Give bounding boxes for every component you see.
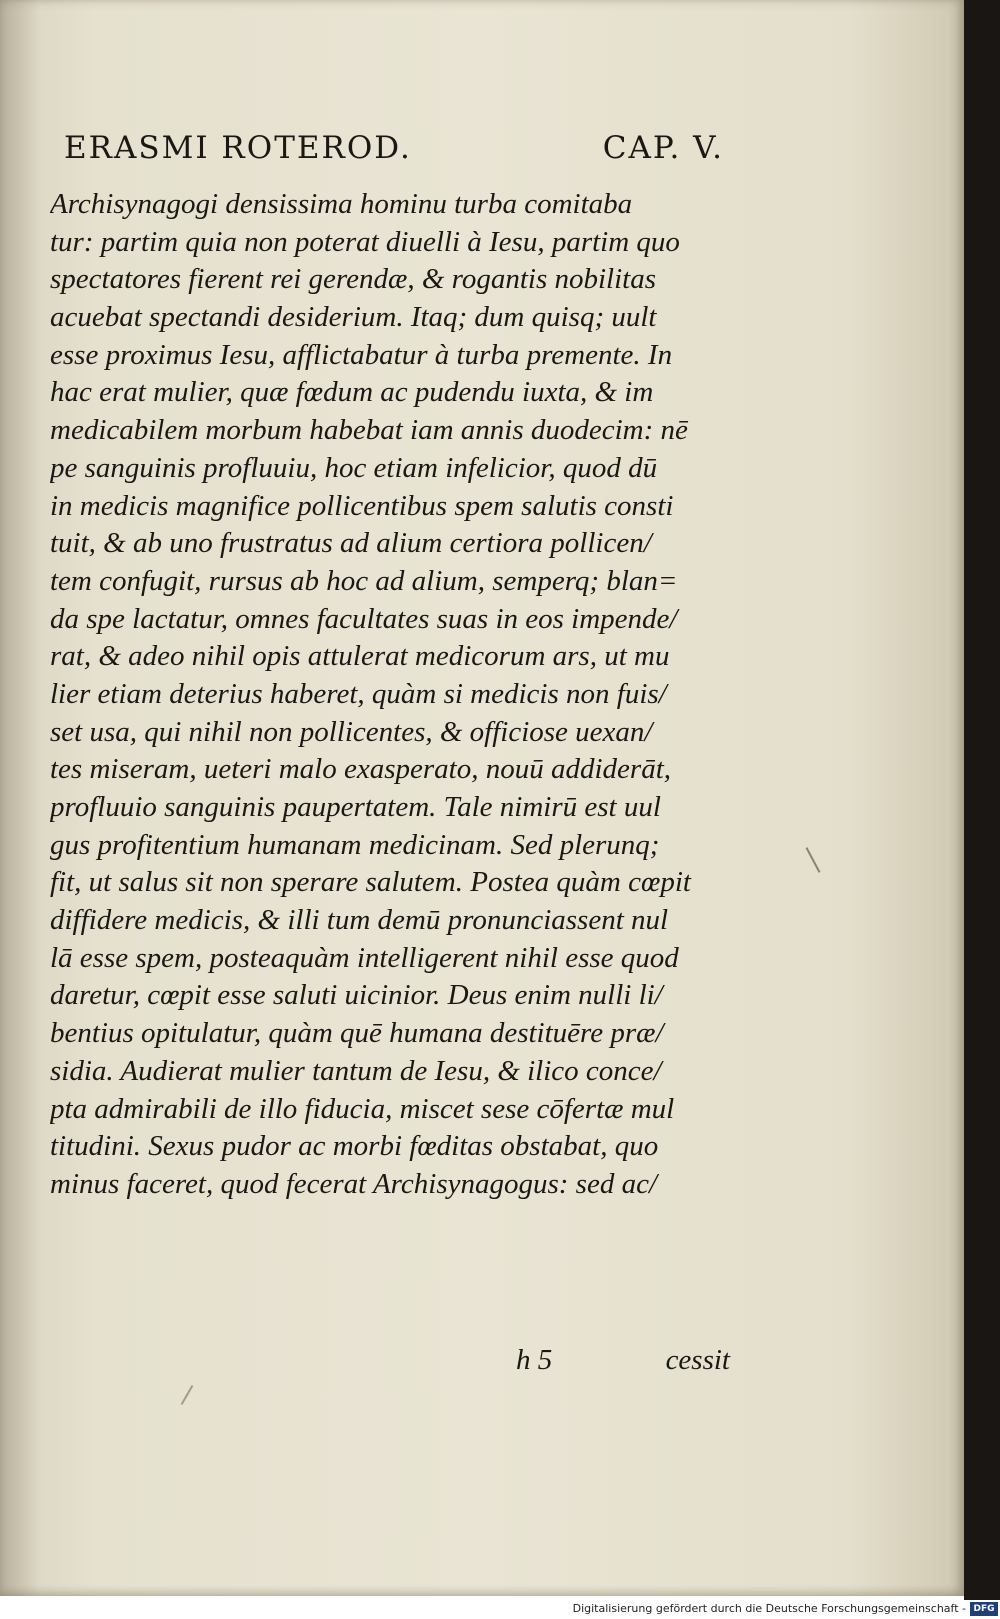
- text-line: tem confugit, rursus ab hoc ad alium, semperq; blan=: [50, 564, 678, 597]
- running-head-author: ERASMI ROTEROD.: [64, 130, 412, 166]
- text-line: diffidere medicis, & illi tum demū pronunciassent nul: [50, 904, 669, 937]
- text-line: set usa, qui nihil non pollicentes, & officiose uexan/: [50, 715, 653, 748]
- text-line: fit, ut salus sit non sperare salutem. Postea quàm cœpit: [50, 866, 691, 899]
- text-line: tur: partim quia non poterat diuelli à Iesu, partim quo: [50, 225, 680, 258]
- catchword: cessit: [665, 1344, 730, 1376]
- text-line: lier etiam deterius haberet, quàm si medicis non fuis/: [50, 677, 667, 710]
- text-line: titudini. Sexus pudor ac morbi fœditas obstabat, quo: [50, 1130, 659, 1163]
- text-line: da spe lactatur, omnes facultates suas in eos impende/: [50, 602, 678, 635]
- text-line: rat, & adeo nihil opis attulerat medicorum ars, ut mu: [50, 640, 670, 673]
- body-text: [50, 186, 730, 1204]
- page-footer: [516, 1344, 730, 1377]
- text-line: esse proximus Iesu, afflictabatur à turba premente. In: [50, 338, 673, 371]
- text-line: bentius opitulatur, quàm quē humana destituēre præ/: [50, 1017, 664, 1050]
- paper-blemish: [181, 1385, 194, 1405]
- text-line: profluuio sanguinis paupertatem. Tale nimirū est uul: [50, 791, 661, 823]
- text-line: medicabilem morbum habebat iam annis duodecim: nē: [50, 414, 688, 447]
- text-line: daretur, cœpit esse saluti uicinior. Deus enim nulli li/: [50, 979, 663, 1012]
- text-line: tuit, & ab uno frustratus ad alium certiora pollicen/: [50, 527, 652, 560]
- text-line: in medicis magnifice pollicentibus spem salutis consti: [50, 489, 674, 522]
- running-head: [64, 130, 724, 176]
- scan-edge-band: [964, 0, 1000, 1600]
- text-line: sidia. Audierat mulier tantum de Iesu, & ilico conce/: [50, 1054, 662, 1087]
- text-line: pta admirabili de illo fiducia, miscet sese cōfertæ mul: [50, 1092, 675, 1125]
- text-line: spectatores fierent rei gerendæ, & rogantis nobilitas: [50, 263, 656, 296]
- gutter-shadow: [0, 0, 40, 1596]
- funding-credit: Digitalisierung gefördert durch die Deutsche Forschungsgemeinschaft -: [572, 1602, 966, 1615]
- dfg-logo-icon: DFG: [970, 1602, 998, 1616]
- text-line: pe sanguinis profluuiu, hoc etiam infelicior, quod dū: [50, 451, 658, 484]
- paper-blemish: [806, 847, 821, 873]
- text-line: minus faceret, quod fecerat Archisynagogus: sed ac/: [50, 1167, 658, 1200]
- running-head-chapter: CAP. V.: [602, 130, 724, 166]
- text-line: tes miseram, ueteri malo exasperato, nouū addiderāt,: [50, 753, 672, 786]
- text-line: Archisynagogi densissima hominu turba comitaba: [50, 188, 633, 220]
- text-line: lā esse spem, posteaquàm intelligerent nihil esse quod: [50, 941, 679, 974]
- text-line: hac erat mulier, quæ fœdum ac pudendu iuxta, & im: [50, 376, 654, 409]
- credit-strip: [0, 1600, 1000, 1619]
- signature-mark: h 5: [516, 1344, 553, 1376]
- text-line: acuebat spectandi desiderium. Itaq; dum quisq; uult: [50, 301, 657, 334]
- text-line: gus profitentium humanam medicinam. Sed plerunq;: [50, 828, 660, 861]
